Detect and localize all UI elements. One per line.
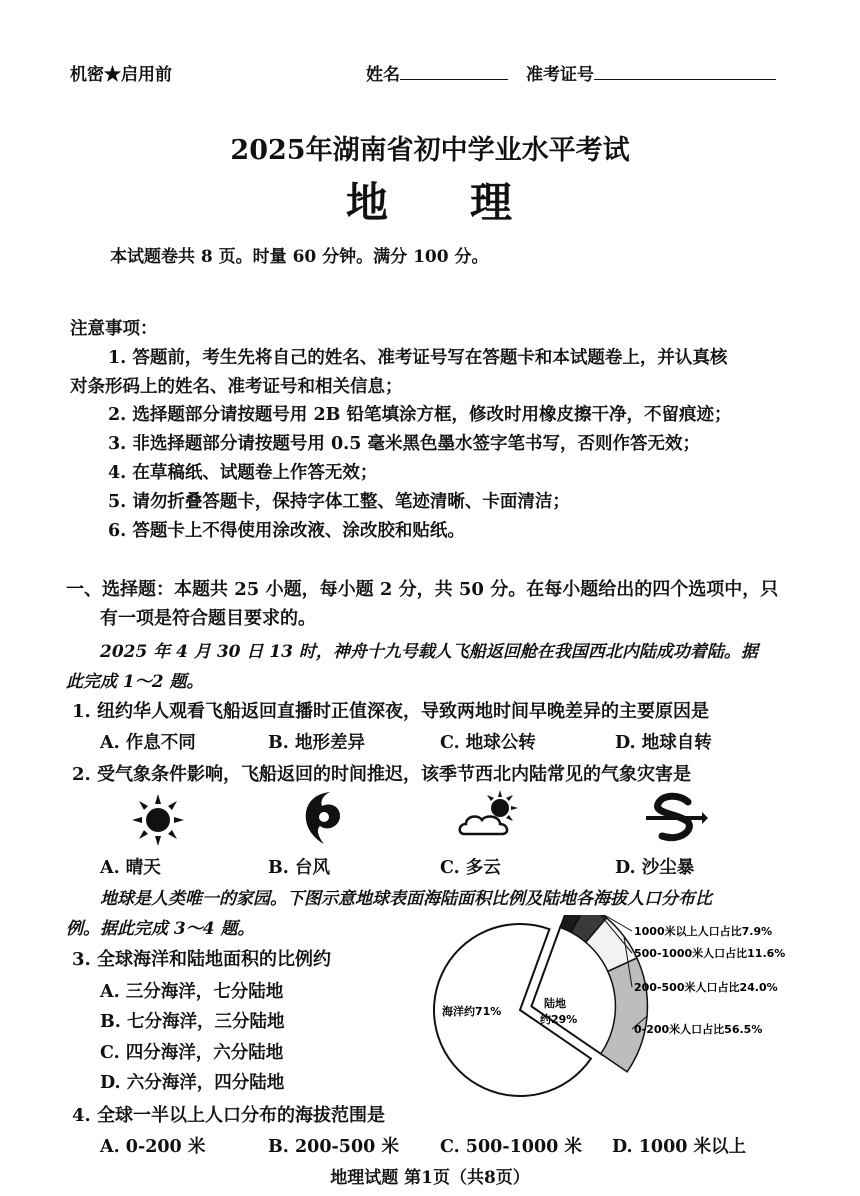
q4-option-d[interactable]: D. 1000 米以上 [612, 1137, 747, 1157]
q2-option-d[interactable]: D. 沙尘暴 [615, 858, 695, 878]
land-sea-population-chart [420, 915, 800, 1105]
passage-2: 地球是人类唯一的家园。下图示意地球表面海陆面积比例及陆地各海拔人口分布比 [100, 889, 712, 909]
q4-option-c[interactable]: C. 500-1000 米 [440, 1137, 582, 1157]
passage-2-cont: 例。据此完成 3～4 题。 [66, 919, 255, 939]
land-label-value: 约29% [540, 1013, 578, 1026]
land-label: 陆地 [544, 997, 566, 1010]
confidential-label: 机密★启用前 [70, 65, 172, 85]
ticket-label: 准考证号 [526, 65, 594, 85]
q2-option-a[interactable]: A. 晴天 [100, 858, 161, 878]
passage-1: 2025 年 4 月 30 日 13 时，神舟十九号载人飞船返回舱在我国西北内陆成功着陆。据 [100, 642, 758, 662]
partly-cloudy-icon [456, 788, 526, 848]
note-item: 2. 选择题部分请按题号用 2B 铅笔填涂方框，修改时用橡皮擦干净，不留痕迹； [108, 405, 732, 425]
note-item: 对条形码上的姓名、准考证号和相关信息； [70, 377, 403, 397]
notes-heading: 注意事项： [70, 319, 158, 339]
subject-title [0, 170, 860, 230]
passage-1-cont: 此完成 1～2 题。 [66, 672, 204, 692]
question-3-stem: 3. 全球海洋和陆地面积的比例约 [72, 949, 332, 970]
typhoon-icon [294, 788, 354, 848]
sandstorm-icon [640, 788, 710, 848]
note-item: 3. 非选择题部分请按题号用 0.5 毫米黑色墨水签字笔书写，否则作答无效； [108, 434, 700, 454]
note-item: 6. 答题卡上不得使用涂改液、涂改胶和贴纸。 [108, 521, 465, 541]
ticket-blank [594, 62, 776, 80]
q3-option-a[interactable]: A. 三分海洋，七分陆地 [100, 982, 284, 1002]
q3-option-b[interactable]: B. 七分海洋，三分陆地 [100, 1012, 285, 1032]
q4-option-b[interactable]: B. 200-500 米 [268, 1137, 399, 1157]
subject-char-1: 地 [345, 178, 390, 227]
q1-option-a[interactable]: A. 作息不同 [100, 733, 196, 753]
ticket-field[interactable] [526, 60, 776, 85]
q3-option-d[interactable]: D. 六分海洋，四分陆地 [100, 1073, 285, 1093]
sun-icon [128, 790, 188, 850]
note-item: 5. 请勿折叠答题卡，保持字体工整、笔迹清晰、卡面清洁； [108, 492, 570, 512]
exam-title: 2025年湖南省初中学业水平考试 [230, 135, 630, 166]
ocean-label: 海洋约71% [442, 1005, 502, 1018]
band-label: 0-200米人口占比56.5% [634, 1023, 763, 1036]
name-blank [400, 62, 508, 80]
section-heading: 一、选择题：本题共 25 小题，每小题 2 分，共 50 分。在每小题给出的四个选项中，只 [66, 579, 779, 600]
band-label: 1000米以上人口占比7.9% [634, 925, 773, 938]
question-4-stem: 4. 全球一半以上人口分布的海拔范围是 [72, 1105, 386, 1126]
note-item: 4. 在草稿纸、试题卷上作答无效； [108, 463, 378, 483]
q3-option-c[interactable]: C. 四分海洋，六分陆地 [100, 1043, 284, 1063]
question-1-stem: 1. 纽约华人观看飞船返回直播时正值深夜，导致两地时间早晚差异的主要原因是 [72, 701, 710, 722]
question-2-stem: 2. 受气象条件影响，飞船返回的时间推迟，该季节西北内陆常见的气象灾害是 [72, 764, 692, 785]
name-field[interactable] [366, 60, 508, 85]
band-label: 500-1000米人口占比11.6% [634, 947, 786, 960]
subject-char-2: 理 [470, 178, 515, 227]
page-footer: 地理试题 第1页（共8页） [330, 1168, 530, 1188]
band-label: 200-500米人口占比24.0% [634, 981, 778, 994]
note-item: 1. 答题前，考生先将自己的姓名、准考证号写在答题卡和本试题卷上，并认真核 [108, 348, 728, 368]
q2-option-b[interactable]: B. 台风 [268, 858, 330, 878]
name-label: 姓名 [366, 65, 400, 85]
exam-info: 本试题卷共 8 页。时量 60 分钟。满分 100 分。 [110, 247, 489, 267]
section-heading-cont: 有一项是符合题目要求的。 [100, 608, 316, 629]
q1-option-c[interactable]: C. 地球公转 [440, 733, 536, 753]
q1-option-b[interactable]: B. 地形差异 [268, 733, 365, 753]
q4-option-a[interactable]: A. 0-200 米 [100, 1137, 206, 1157]
q2-option-c[interactable]: C. 多云 [440, 858, 501, 878]
q1-option-d[interactable]: D. 地球自转 [615, 733, 712, 753]
